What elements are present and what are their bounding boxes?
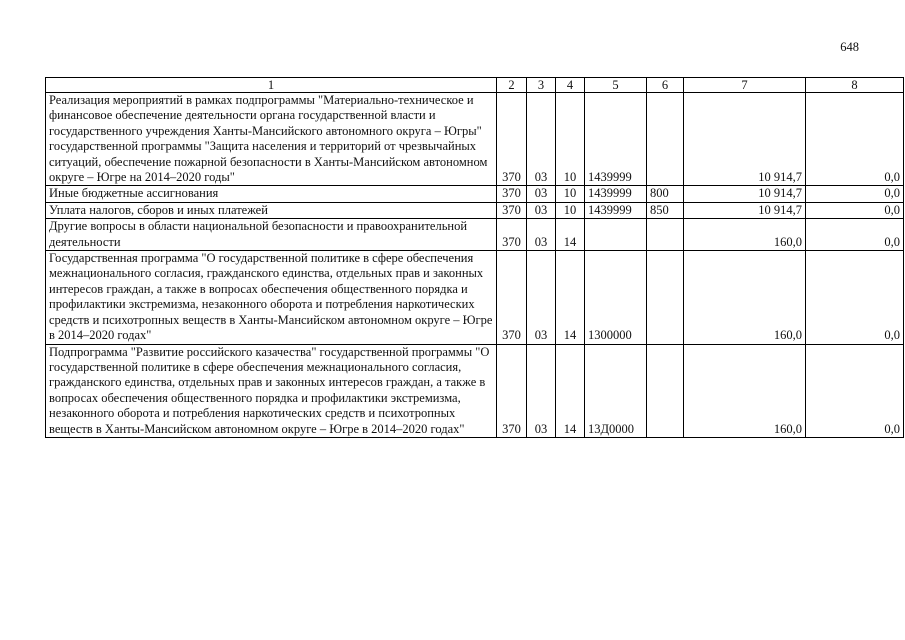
row-cell-col-8: 0,0 bbox=[806, 186, 904, 202]
row-cell-col-6: 850 bbox=[647, 202, 684, 218]
row-cell-col-6: 800 bbox=[647, 186, 684, 202]
row-cell-col-2: 370 bbox=[497, 344, 527, 437]
budget-table bbox=[45, 77, 904, 438]
row-cell-col-8: 0,0 bbox=[806, 93, 904, 186]
row-cell-col-7: 10 914,7 bbox=[684, 93, 806, 186]
table-row bbox=[46, 344, 904, 437]
row-cell-col-7: 10 914,7 bbox=[684, 186, 806, 202]
row-name-cell: Другие вопросы в области национальной безопасности и правоохранительной деятельности bbox=[46, 219, 497, 251]
table-row bbox=[46, 202, 904, 218]
row-name-cell: Реализация мероприятий в рамках подпрограммы "Материально-техническое и финансовое обеспечение деятельности органа государственной власти и государственного учреждения Ханты-Мансийского автономного округа – Югры" государственной программы "Защита населения и территорий от чрезвычайных ситуаций, обеспечение пожарной безопасности в Ханты-Мансийском автономном округе – Югре на 2014–2020 годы" bbox=[46, 93, 497, 186]
row-cell-col-6 bbox=[647, 219, 684, 251]
table-header-row bbox=[46, 78, 904, 93]
row-cell-col-5: 1439999 bbox=[585, 202, 647, 218]
row-cell-col-4: 14 bbox=[556, 344, 585, 437]
header-col-8: 8 bbox=[806, 78, 904, 93]
row-cell-col-3: 03 bbox=[527, 93, 556, 186]
header-col-3: 3 bbox=[527, 78, 556, 93]
page-number: 648 bbox=[840, 40, 859, 54]
row-cell-col-3: 03 bbox=[527, 186, 556, 202]
header-col-7: 7 bbox=[684, 78, 806, 93]
row-cell-col-2: 370 bbox=[497, 93, 527, 186]
header-col-6: 6 bbox=[647, 78, 684, 93]
header-col-4: 4 bbox=[556, 78, 585, 93]
header-col-2: 2 bbox=[497, 78, 527, 93]
row-cell-col-7: 10 914,7 bbox=[684, 202, 806, 218]
row-cell-col-3: 03 bbox=[527, 219, 556, 251]
row-cell-col-2: 370 bbox=[497, 251, 527, 344]
row-cell-col-4: 10 bbox=[556, 186, 585, 202]
table-row bbox=[46, 93, 904, 186]
row-cell-col-2: 370 bbox=[497, 186, 527, 202]
row-cell-col-3: 03 bbox=[527, 251, 556, 344]
row-cell-col-7: 160,0 bbox=[684, 251, 806, 344]
row-cell-col-4: 14 bbox=[556, 219, 585, 251]
row-cell-col-5: 1439999 bbox=[585, 93, 647, 186]
row-cell-col-5: 1300000 bbox=[585, 251, 647, 344]
row-cell-col-5 bbox=[585, 219, 647, 251]
row-name-cell: Уплата налогов, сборов и иных платежей bbox=[46, 202, 497, 218]
row-cell-col-8: 0,0 bbox=[806, 344, 904, 437]
row-cell-col-8: 0,0 bbox=[806, 202, 904, 218]
row-cell-col-2: 370 bbox=[497, 219, 527, 251]
row-name-cell: Подпрограмма "Развитие российского казачества" государственной программы "О государственной политике в сфере обеспечения межнационального согласия, гражданского единства, отдельных прав и законных интересов граждан, а также в вопросах обеспечения общественного порядка и профилактики экстремизма, незаконного оборота и потребления наркотических средств и психотропных веществ в Ханты-Мансийском автономном округе – Югре в 2014–2020 годах" bbox=[46, 344, 497, 437]
row-name-cell: Государственная программа "О государственной политике в сфере обеспечения межнационального согласия, гражданского единства, отдельных прав и законных интересов граждан, а также в вопросах обеспечения общественного порядка и профилактики экстремизма, незаконного оборота и потребления наркотических средств и психотропных веществ в Ханты-Мансийском автономном округе – Югре в 2014–2020 годах" bbox=[46, 251, 497, 344]
row-cell-col-6 bbox=[647, 344, 684, 437]
row-cell-col-4: 10 bbox=[556, 93, 585, 186]
row-cell-col-3: 03 bbox=[527, 202, 556, 218]
table-row bbox=[46, 219, 904, 251]
row-cell-col-6 bbox=[647, 93, 684, 186]
row-cell-col-4: 14 bbox=[556, 251, 585, 344]
row-name-cell: Иные бюджетные ассигнования bbox=[46, 186, 497, 202]
header-col-1: 1 bbox=[46, 78, 497, 93]
row-cell-col-7: 160,0 bbox=[684, 344, 806, 437]
row-cell-col-4: 10 bbox=[556, 202, 585, 218]
row-cell-col-2: 370 bbox=[497, 202, 527, 218]
row-cell-col-3: 03 bbox=[527, 344, 556, 437]
row-cell-col-8: 0,0 bbox=[806, 251, 904, 344]
row-cell-col-5: 13Д0000 bbox=[585, 344, 647, 437]
row-cell-col-6 bbox=[647, 251, 684, 344]
row-cell-col-8: 0,0 bbox=[806, 219, 904, 251]
table-row bbox=[46, 251, 904, 344]
table-row bbox=[46, 186, 904, 202]
row-cell-col-5: 1439999 bbox=[585, 186, 647, 202]
row-cell-col-7: 160,0 bbox=[684, 219, 806, 251]
header-col-5: 5 bbox=[585, 78, 647, 93]
